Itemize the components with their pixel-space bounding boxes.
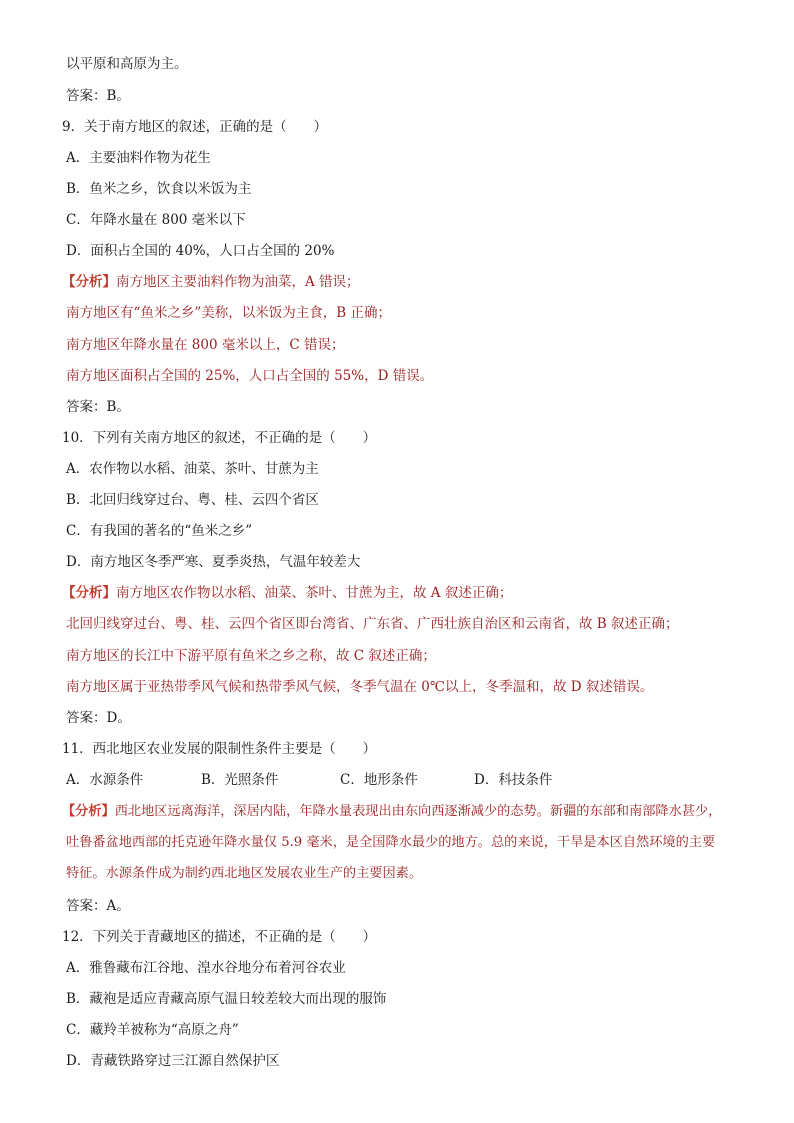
q9-analysis-2: 南方地区有“鱼米之乡”美称，以米饭为主食，B 正确； bbox=[66, 305, 392, 321]
q12-option-a: A．雅鲁藏布江谷地、湟水谷地分布着河谷农业 bbox=[66, 960, 346, 976]
q9-answer: 答案：B。 bbox=[66, 399, 130, 415]
q12-option-b: B．藏袍是适应青藏高原气温日较差较大而出现的服饰 bbox=[66, 991, 387, 1007]
q10-analysis-2: 北回归线穿过台、粤、桂、云四个省区即台湾省、广东省、广西壮族自治区和云南省，故 B 叙述正确； bbox=[66, 616, 679, 632]
q10-stem: 10．下列有关南方地区的叙述，不正确的是（ ） bbox=[62, 430, 377, 446]
q11-stem: 11．西北地区农业发展的限制性条件主要是（ ） bbox=[62, 741, 377, 757]
q10-option-a: A．农作物以水稻、油菜、茶叶、甘蔗为主 bbox=[66, 461, 319, 477]
q9-option-d: D．面积占全国的 40%，人口占全国的 20% bbox=[66, 243, 335, 259]
q11-option-d: D．科技条件 bbox=[474, 772, 553, 788]
q10-option-b: B．北回归线穿过台、粤、桂、云四个省区 bbox=[66, 492, 319, 508]
q11-answer: 答案：A。 bbox=[66, 898, 130, 914]
q10-analysis-1 bbox=[62, 583, 512, 603]
q10-analysis-3: 南方地区的长江中下游平原有鱼米之乡之称，故 C 叙述正确； bbox=[66, 648, 436, 664]
analysis-tag: 【分析】 bbox=[62, 585, 116, 601]
q11-analysis-text-1: 西北地区远离海洋，深居内陆，年降水量表现出由东向西逐渐减少的态势。新疆的东部和南部降水甚少， bbox=[114, 804, 722, 819]
q8-answer: 答案：B。 bbox=[66, 88, 130, 104]
q12-stem: 12．下列关于青藏地区的描述，不正确的是（ ） bbox=[62, 929, 377, 945]
q12-option-d: D．青藏铁路穿过三江源自然保护区 bbox=[66, 1053, 280, 1069]
q11-analysis-1 bbox=[62, 802, 721, 822]
q9-analysis-3: 南方地区年降水量在 800 毫米以上，C 错误； bbox=[66, 337, 345, 353]
q10-option-d: D．南方地区冬季严寒、夏季炎热，气温年较差大 bbox=[66, 554, 361, 570]
q10-option-c: C．有我国的著名的“鱼米之乡” bbox=[66, 523, 253, 539]
q9-option-a: A．主要油料作物为花生 bbox=[66, 150, 211, 166]
intro-line: 以平原和高原为主。 bbox=[66, 56, 188, 72]
q9-analysis-4: 南方地区面积占全国的 25%，人口占全国的 55%，D 错误。 bbox=[66, 368, 434, 384]
q11-option-b: B．光照条件 bbox=[201, 772, 279, 788]
q9-option-b: B．鱼米之乡，饮食以米饭为主 bbox=[66, 181, 252, 197]
q12-option-c: C．藏羚羊被称为“高原之舟” bbox=[66, 1022, 239, 1038]
q11-option-a: A．水源条件 bbox=[66, 772, 144, 788]
q11-analysis-3: 特征。水源条件成为制约西北地区发展农业生产的主要因素。 bbox=[66, 866, 423, 881]
q10-answer: 答案：D。 bbox=[66, 710, 131, 726]
analysis-tag: 【分析】 bbox=[62, 274, 116, 290]
q11-option-c: C．地形条件 bbox=[340, 772, 418, 788]
q9-stem: 9．关于南方地区的叙述，正确的是（ ） bbox=[62, 119, 328, 135]
q9-option-c: C．年降水量在 800 毫米以下 bbox=[66, 212, 246, 228]
q11-analysis-2: 吐鲁番盆地西部的托克逊年降水量仅 5.9 毫米，是全国降水最少的地方。总的来说，干旱是本区自然环境的主要 bbox=[66, 835, 716, 850]
q10-analysis-4: 南方地区属于亚热带季风气候和热带季风气候，冬季气温在 0℃以上，冬季温和，故 D 叙述错误。 bbox=[66, 679, 654, 695]
q9-analysis-text-1: 南方地区主要油料作物为油菜，A 错误； bbox=[116, 274, 360, 290]
analysis-tag: 【分析】 bbox=[62, 804, 115, 819]
q9-analysis-1 bbox=[62, 272, 360, 292]
q10-analysis-text-1: 南方地区农作物以水稻、油菜、茶叶、甘蔗为主，故 A 叙述正确； bbox=[116, 585, 513, 601]
